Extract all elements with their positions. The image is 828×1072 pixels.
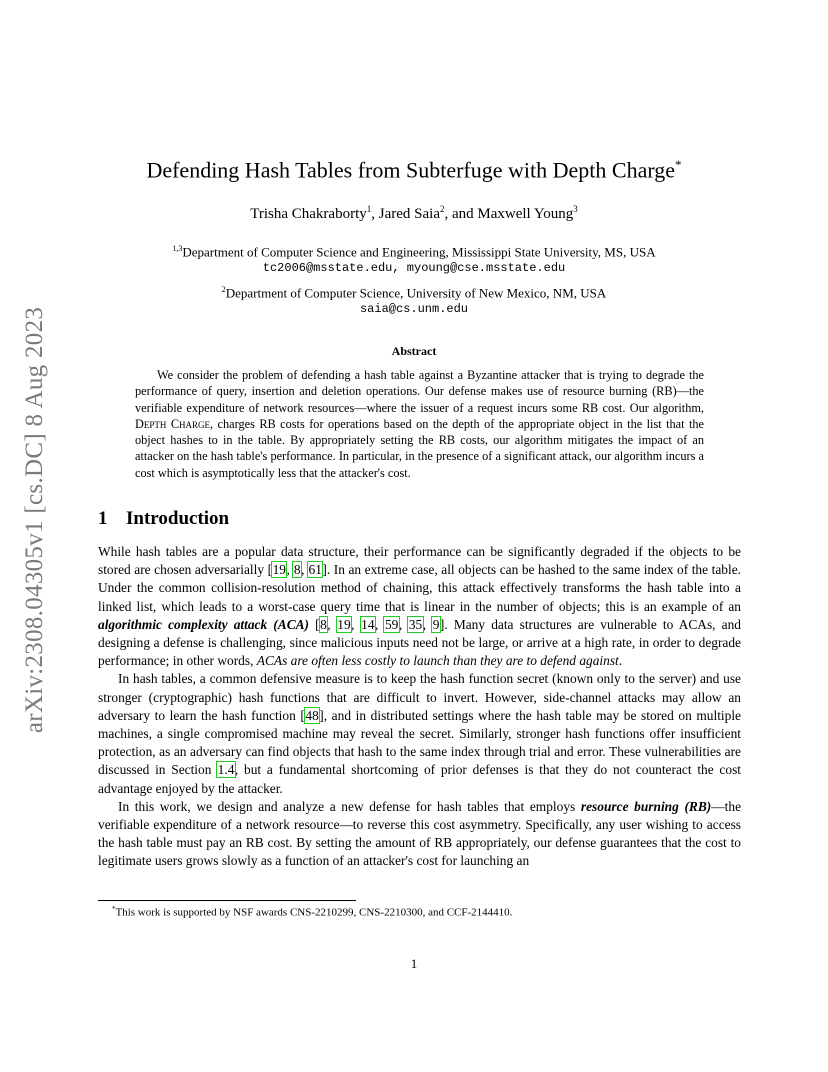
affiliation-block: [80, 241, 748, 276]
text-run: —the verifiable expenditure of a network resource—to reverse this cost asymmetry. Specifically, any user wishing to access the hash table must pay an RB cost. By setting the amount of RB appropriately, our defense guarantees that the cost to legitimate users grows slowly as a function of an attacker's cost for launching an: [98, 798, 742, 869]
paragraph-1: [98, 543, 741, 670]
footnote-text: This work is supported by NSF awards CNS-2210299, CNS-2210300, and CCF-2144410.: [115, 906, 513, 919]
affiliation-line: [80, 241, 748, 260]
citation-link[interactable]: 48: [305, 707, 319, 723]
text-run: ,: [375, 616, 385, 632]
text-run: ,: [327, 616, 337, 632]
section-title: Introduction: [126, 508, 230, 529]
abstract-paragraph: [135, 367, 704, 481]
text-run: ], and in distributed settings where the hash table may be stored on multiple machines, a single compromised machine may reveal the secret. Similarly, stronger hash functions offer insufficient protection, as an adversary can find objects that hash to the same index through trial and error. These vulnerabilities are discussed in Section: [98, 707, 742, 778]
affiliation-line: [80, 282, 748, 301]
abstract-heading: Abstract: [391, 344, 437, 358]
citation-link[interactable]: 14: [361, 616, 375, 632]
author-separator: , and: [444, 206, 478, 222]
author-affil-mark: 3: [573, 204, 578, 214]
citation-link[interactable]: 35: [408, 616, 423, 632]
text-run: In hash tables, a common defensive measure is to keep the hash function secret (known only to the server) and use stronger (cryptographic) hash functions that are difficult to invert. However, side-channel attacks may allow an adversary to learn the hash function [: [98, 671, 741, 723]
footnote-mark: *: [112, 905, 116, 913]
text-run: ,: [286, 562, 294, 578]
section-heading: [98, 508, 229, 530]
author-name: Trisha Chakraborty: [250, 206, 367, 222]
italic-phrase: ACAs are often less costly to launch than they are to defend against: [256, 653, 619, 669]
body-text: [98, 543, 741, 871]
affiliation-emails[interactable]: saia@cs.unm.edu: [359, 302, 469, 317]
author-affil-mark: 2: [439, 204, 445, 214]
citation-link[interactable]: 8: [293, 562, 301, 578]
text-run: , but a fundamental shortcoming of prior defenses is that they do not counteract the cost advantage enjoyed by the attacker.: [98, 762, 741, 796]
arxiv-identifier: arXiv:2308.04305v1 [cs.DC] 8 Aug 2023: [21, 306, 48, 734]
arxiv-sidebar: [10, 285, 60, 755]
paper-title: [80, 151, 748, 184]
author-separator: ,: [371, 206, 379, 222]
citation-link[interactable]: 59: [384, 616, 399, 632]
text-run: .: [618, 653, 623, 669]
footnote-divider: [98, 900, 356, 901]
abstract-text: , charges RB costs for operations based on the depth of the appropriate object in the list that the object hashes to in the table. By appropriately setting the RB costs, our algorithm mitigates the impact of an attacker on the hash table's performance. In particular, in the presence of a significant attack, our algorithm incurs a cost which is asymptotically less that the attacker's cost.: [135, 416, 705, 480]
emphasis-term: resource burning (RB): [580, 798, 712, 814]
title-text: Defending Hash Tables from Subterfuge with Depth Charge: [146, 157, 676, 183]
affiliation-mark: 1,3: [172, 244, 183, 253]
affiliation-block: [80, 282, 748, 317]
text-run: ,: [398, 616, 409, 632]
paragraph-3: [98, 798, 741, 871]
paragraph-2: [98, 670, 741, 797]
text-run: While hash tables are a popular data structure, their performance can be significantly degraded if the objects to be stored are chosen adversarially [: [98, 544, 741, 578]
section-reference-link[interactable]: 1.4: [217, 762, 235, 778]
author-list: [80, 199, 748, 224]
affiliation-mark: 2: [221, 285, 226, 294]
author-affil-mark: 1: [366, 204, 372, 214]
text-run: In this work, we design and analyze a new defense for hash tables that employs: [118, 798, 581, 814]
text-run: ]. Many data structures are vulnerable to ACAs, and designing a defense is challenging, since malicious inputs need not be large, or arrive at a high rate, in order to degrade performance; in other words,: [98, 616, 741, 669]
citation-link[interactable]: 9: [432, 616, 440, 632]
citation-link[interactable]: 19: [337, 616, 351, 632]
affiliation-text: Department of Computer Science, University of New Mexico, NM, USA: [225, 285, 607, 301]
abstract-body: [135, 367, 704, 481]
author-name: Maxwell Young: [477, 206, 574, 222]
emphasis-term: algorithmic complexity attack (ACA): [98, 616, 310, 632]
page-number: 1: [410, 956, 418, 971]
abstract-text: We consider the problem of defending a hash table against a Byzantine attacker that is trying to degrade the performance of query, insertion and deletion operations. Our defense makes use of resource burning (RB)—the verifiable expenditure of network resources—where the issuer of a request incurs some RB cost. Our algorithm,: [135, 368, 704, 415]
citation-link[interactable]: 61: [308, 562, 322, 578]
text-run: ]. In an extreme case, all objects can be hashed to the same index of the table. Under the common collision-resolution method of chaining, this attack effectively transforms the hash table into a linked list, which leads to a worst-case query time that is linear in the number of objects; this is an example of an: [98, 562, 741, 614]
title-footnote-mark: *: [675, 157, 682, 172]
algorithm-name: Depth Charge: [135, 416, 211, 431]
footnote: [112, 905, 512, 919]
affiliation-text: Department of Computer Science and Engineering, Mississippi State University, MS, USA: [182, 244, 656, 260]
section-number: 1: [98, 508, 108, 529]
text-run: ,: [301, 562, 308, 578]
text-run: ,: [351, 616, 361, 632]
citation-link[interactable]: 8: [320, 616, 327, 632]
text-run: [: [309, 616, 320, 632]
author-name: Jared Saia: [378, 206, 440, 222]
citation-link[interactable]: 19: [272, 562, 286, 578]
text-run: ,: [422, 616, 433, 632]
affiliation-emails[interactable]: tc2006@msstate.edu, myoung@cse.msstate.edu: [262, 261, 566, 276]
